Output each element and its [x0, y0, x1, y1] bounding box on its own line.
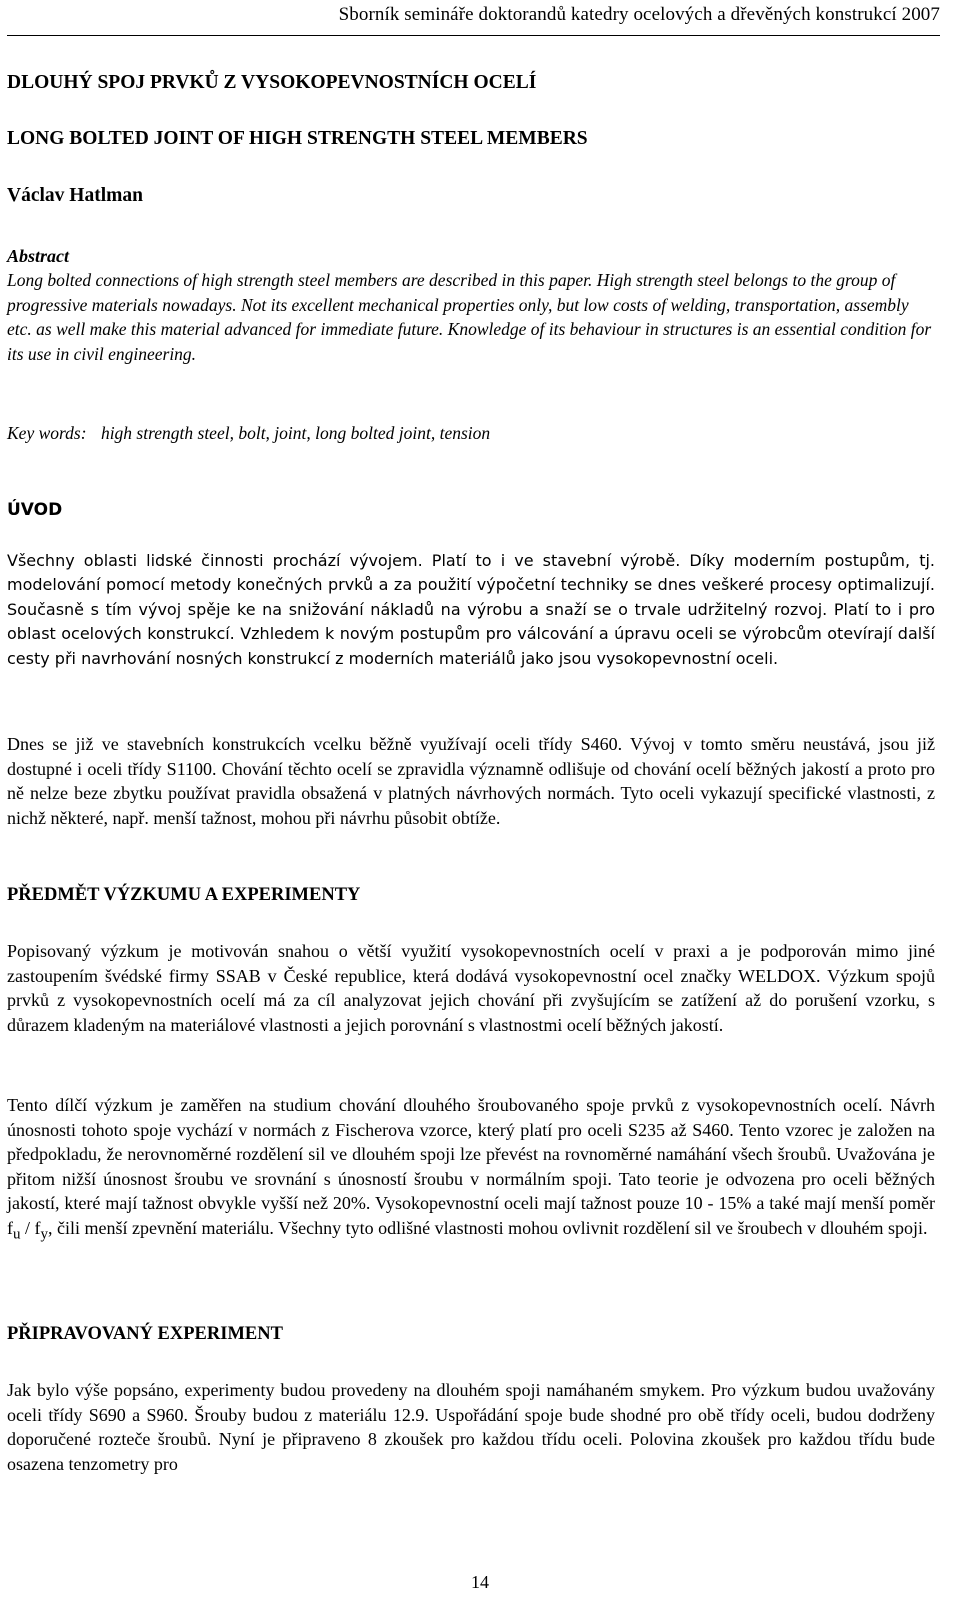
- abstract-text: Long bolted connections of high strength steel members are described in this paper. High strength steel belongs to the group of progressive materials nowadays. Not its excellent mechanical properties only, but low costs of welding, transportation, assembly etc. as well make this material advanced for immediate future. Knowledge of its behaviour in structures is an essential condition for its use in civil engineering.: [7, 270, 932, 364]
- subscript-u: u: [13, 1226, 21, 1243]
- abstract-label: Abstract: [7, 246, 70, 266]
- paragraph-uvod-2: Dnes se již ve stavebních konstrukcích vcelku běžně využívají oceli třídy S460. Vývoj v tomto směru neustává, jsou již dostupné i oceli třídy S1100. Chování těchto ocelí se zpravidla významně odlišuje od chování ocelí běžných jakostí a proto pro ně nelze beze zbytku používat pravidla obsažená v platných návrhových normách. Tyto oceli vykazují specifické vlastnosti, z nichž některé, např. menší tažnost, mohou při návrhu působit obtíže.: [7, 734, 935, 828]
- title-english: LONG BOLTED JOINT OF HIGH STRENGTH STEEL MEMBERS: [7, 128, 588, 149]
- paragraph-predmet-2-part-c: , čili menší zpevnění materiálu. Všechny tyto odlišné vlastnosti mohou ovlivnit rozdělení sil ve šroubech v dlouhém spoji.: [48, 1217, 928, 1238]
- paragraph-pripravovany: Jak bylo výše popsáno, experimenty budou provedeny na dlouhém spoji namáhaném smykem. Pro výzkum budou uvažovány oceli třídy S690 a S960. Šrouby budou z materiálu 12.9. Uspořádání spoje bude shodné pro obě třídy oceli, budou dodrženy doporučené rozteče šroubů. Nyní je připraveno 8 zkoušek pro každou třídu oceli. Polovina zkoušek pro každou třídu bude osazena tenzometry pro: [7, 1380, 935, 1474]
- running-head: Sborník semináře doktorandů katedry ocelových a dřevěných konstrukcí 2007: [338, 4, 940, 25]
- keywords-label: Key words:: [7, 423, 87, 443]
- page-number: 14: [471, 1572, 489, 1592]
- section-heading-pripravovany: PŘIPRAVOVANÝ EXPERIMENT: [7, 1324, 283, 1344]
- paragraph-predmet-1: Popisovaný výzkum je motivován snahou o větší využití vysokopevnostních ocelí v praxi a je podporován mimo jiné zastoupením švédské firmy SSAB v České republice, která dodává vysokopevnostní ocel značky WELDOX. Výzkum spojů prvků z vysokopevnostních ocelí má za cíl analyzovat jejich chování při zvyšujícím se zatížení až do porušení vzorku, s důrazem kladeným na materiálové vlastnosti a jejich porovnání s vlastnostmi ocelí běžných jakostí.: [7, 941, 935, 1035]
- paragraph-uvod: Všechny oblasti lidské činnosti prochází vývojem. Platí to i ve stavební výrobě. Díky moderním postupům, tj. modelování pomocí metody konečných prvků a za použití výpočetní techniky se dnes veškeré procesy optimalizují. Současně s tím vývoj spěje ke na snižování nákladů na výrobu a snaží se o trvale udržitelný rozvoj. Platí to i pro oblast ocelových konstrukcí. Vzhledem k novým postupům pro válcování a úpravu oceli se výrobcům otevírají další cesty při navrhování nosných konstrukcí z moderních materiálů jako jsou vysokopevnostní oceli.: [7, 551, 935, 668]
- title-czech: DLOUHÝ SPOJ PRVKŮ Z VYSOKOPEVNOSTNÍCH OCELÍ: [7, 72, 537, 93]
- paragraph-predmet-2-part-a: Tento dílčí výzkum je zaměřen na studium chování dlouhého šroubovaného spoje prvků z vysokopevnostních ocelí. Návrh únosnosti tohoto spoje vychází v normách z Fischerova vzorce, který platí pro oceli S235 až S460. Tento vzorec je založen na předpokladu, že nerovnoměrné rozdělení sil ve dlouhém spoji lze převést na rovnoměrné namáhání všech šroubů. Uvažována je přitom nižší únosnost šroubu ve srovnání s únosností šroubu v normálním spoji. Tato teorie je odvozena pro oceli běžných jakostí, které mají tažnost obvykle vyšší než 20%. Vysokopevnostní oceli mají tažnost pouze 10 - 15% a také mají menší poměr f: [7, 1095, 935, 1238]
- keywords-text: high strength steel, bolt, joint, long bolted joint, tension: [100, 423, 491, 443]
- paragraph-predmet-2-part-b: / f: [20, 1217, 41, 1238]
- paragraph-predmet-2: [7, 1093, 935, 1247]
- section-heading-uvod: ÚVOD: [7, 500, 63, 520]
- header-rule: [7, 35, 940, 36]
- subscript-y: y: [40, 1226, 48, 1243]
- author-name: Václav Hatlman: [7, 185, 143, 206]
- section-heading-predmet: PŘEDMĚT VÝZKUMU A EXPERIMENTY: [7, 885, 361, 905]
- keywords: [7, 423, 490, 444]
- abstract: [7, 244, 935, 366]
